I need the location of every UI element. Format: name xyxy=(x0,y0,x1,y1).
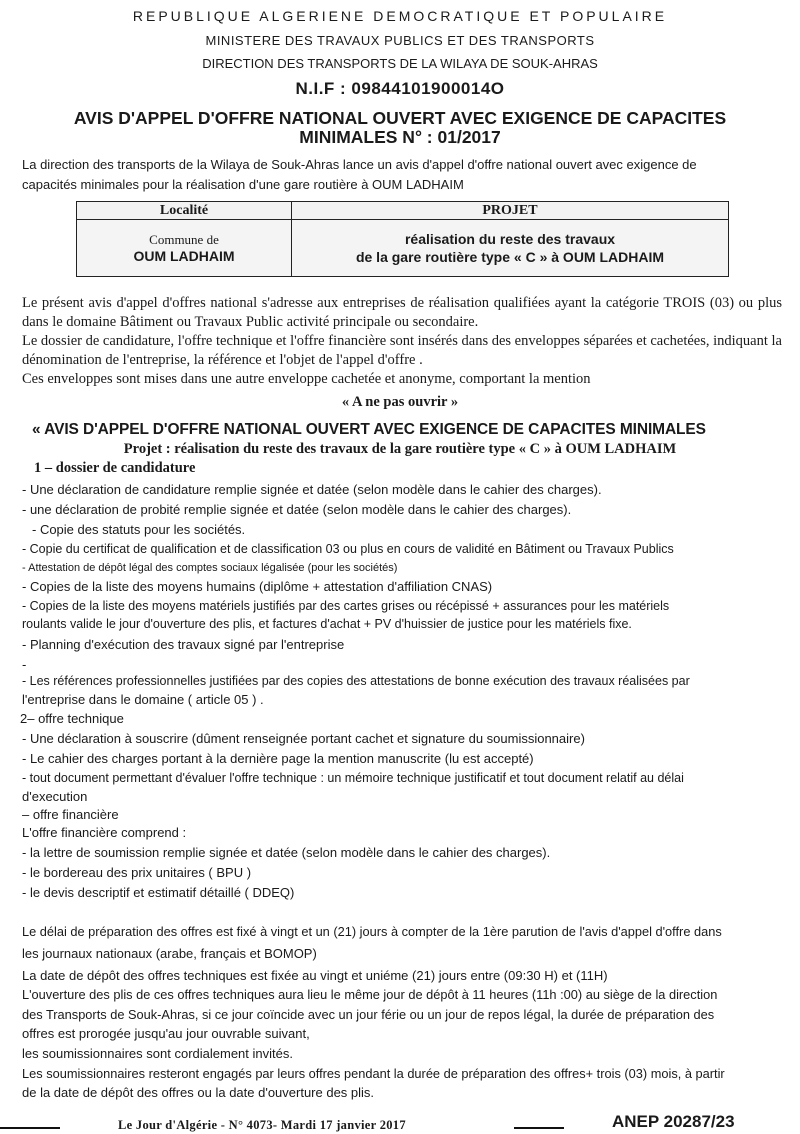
list-item: - Copie du certificat de qualification et de classification 03 ou plus en cours de validité en Bâtiment ou Travaux Publics xyxy=(22,542,674,556)
list-item: - xyxy=(22,657,27,672)
projet-line-2: de la gare routière type « C » à OUM LADHAIM xyxy=(355,249,665,265)
list-item: - Planning d'exécution des travaux signé par l'entreprise xyxy=(22,637,345,652)
presentation-para-3: Ces enveloppes sont mises dans une autre enveloppe cachetée et anonyme, comportant la mention xyxy=(22,371,591,387)
closing-line: des Transports de Souk-Ahras, si ce jour coïncide avec un jour férie ou un jour de repos légal, la durée de préparation des xyxy=(22,1007,715,1022)
list-item: - le devis descriptif et estimatif détaillé ( DDEQ) xyxy=(22,885,295,900)
closing-line: Le délai de préparation des offres est fixé à vingt et un (21) jours à compter de la 1ère parution de l'avis d'appel d'offre dans xyxy=(22,924,722,939)
footer-rule-right xyxy=(514,1127,564,1129)
list-item: - Copie des statuts pour les sociétés. xyxy=(32,522,246,537)
presentation-block xyxy=(22,294,782,389)
financiere-heading: – offre financière xyxy=(22,807,119,822)
closing-line: les journaux nationaux (arabe, français et BOMOP) xyxy=(22,946,317,961)
list-item: - tout document permettant d'évaluer l'offre technique : un mémoire technique justificatif et tout document relatif au délai xyxy=(22,771,684,785)
list-item: d'execution xyxy=(22,789,88,804)
list-item: roulants valide le jour d'ouverture des plis, et factures d'achat + PV d'huissier de justice pour les matériels fixe. xyxy=(22,617,632,631)
footer-newspaper: Le Jour d'Algérie - N° 4073- Mardi 17 janvier 2017 xyxy=(118,1118,406,1132)
closing-line: L'ouverture des plis de ces offres techniques aura lieu le même jour de dépôt à 11 heures (11h :00) au siège de la direction xyxy=(22,987,718,1002)
header-ministry: MINISTERE DES TRAVAUX PUBLICS ET DES TRANSPORTS xyxy=(205,33,595,48)
list-item: - la lettre de soumission remplie signée et datée (selon modèle dans le cahier des charges). xyxy=(22,845,551,860)
projet-line-1: réalisation du reste des travaux xyxy=(404,231,616,247)
presentation-para-1: Le présent avis d'appel d'offres national s'adresse aux entreprises de réalisation qualifiées ayant la catégorie TROIS (03) ou plus dans le domaine Bâtiment ou Travaux Public activité principale ou secondaire. xyxy=(22,295,782,330)
mention-do-not-open: « A ne pas ouvrir » xyxy=(341,394,459,410)
localite-commune-label: Commune de xyxy=(149,232,219,247)
title-line-2: MINIMALES N° : 01/2017 xyxy=(299,127,501,147)
document-title xyxy=(0,109,800,147)
list-item: - une déclaration de probité remplie signée et datée (selon modèle dans le cahier des charges). xyxy=(22,502,572,517)
table-cell-localite xyxy=(77,220,292,277)
title-line-1: AVIS D'APPEL D'OFFRE NATIONAL OUVERT AVEC EXIGENCE DE CAPACITES xyxy=(73,108,727,128)
intro-line-2: capacités minimales pour la réalisation d'une gare routière à OUM LADHAIM xyxy=(22,177,464,192)
table-cell-projet xyxy=(292,220,729,277)
closing-line: de la date de dépôt des offres ou la date d'ouverture des plis. xyxy=(22,1085,375,1100)
presentation-para-2: Le dossier de candidature, l'offre technique et l'offre financière sont insérés dans des enveloppes séparées et cachetées, indiquant la dénomination de l'entreprise, la référence et l'objet de l'appel d'offre . xyxy=(22,333,782,368)
closing-line: les soumissionnaires sont cordialement invités. xyxy=(22,1046,293,1061)
project-table xyxy=(76,201,729,277)
subtitle-avis: « AVIS D'APPEL D'OFFRE NATIONAL OUVERT AVEC EXIGENCE DE CAPACITES MINIMALES xyxy=(32,421,706,438)
project-line: Projet : réalisation du reste des travaux de la gare routière type « C » à OUM LADHAIM xyxy=(123,441,677,457)
footer-anep-reference: ANEP 20287/23 xyxy=(612,1112,735,1131)
intro-paragraph xyxy=(22,155,782,195)
table-header-localite: Localité xyxy=(77,202,292,220)
header-direction: DIRECTION DES TRANSPORTS DE LA WILAYA DE SOUK-AHRAS xyxy=(202,56,598,71)
list-item: - Copies de la liste des moyens matériels justifiés par des cartes grises ou récépissé + assurances pour les matériels xyxy=(22,599,670,613)
list-item: - Le cahier des charges portant à la dernière page la mention manuscrite (lu est accepté) xyxy=(22,751,534,766)
closing-line: La date de dépôt des offres techniques est fixée au vingt et uniéme (21) jours entre (09:30 H) et (11H) xyxy=(22,968,608,983)
list-item: - Copies de la liste des moyens humains (diplôme + attestation d'affiliation CNAS) xyxy=(22,579,493,594)
list-item: - Une déclaration de candidature remplie signée et datée (selon modèle dans le cahier des charges). xyxy=(22,482,602,497)
localite-commune-name: OUM LADHAIM xyxy=(133,248,235,264)
footer-rule-left xyxy=(0,1127,60,1129)
dossier-heading: 1 – dossier de candidature xyxy=(34,460,196,476)
list-item: - le bordereau des prix unitaires ( BPU ) xyxy=(22,865,252,880)
list-item: l'entreprise dans le domaine ( article 05 ) . xyxy=(22,692,264,707)
intro-line-1: La direction des transports de la Wilaya de Souk-Ahras lance un avis d'appel d'offre national ouvert avec exigence de xyxy=(22,157,697,172)
table-row xyxy=(77,220,729,277)
closing-line: offres est prorogée jusqu'au jour ouvrable suivant, xyxy=(22,1026,310,1041)
financiere-intro: L'offre financière comprend : xyxy=(22,825,187,840)
technique-heading: 2– offre technique xyxy=(20,711,124,726)
table-header-projet: PROJET xyxy=(292,202,729,220)
list-item: - Une déclaration à souscrire (dûment renseignée portant cachet et signature du soumissionnaire) xyxy=(22,731,585,746)
list-item: - Attestation de dépôt légal des comptes sociaux légalisée (pour les sociétés) xyxy=(22,562,398,574)
closing-line: Les soumissionnaires resteront engagés par leurs offres pendant la durée de préparation des offres+ trois (03) mois, à partir xyxy=(22,1066,725,1081)
header-republic: REPUBLIQUE ALGERIENE DEMOCRATIQUE ET POPULAIRE xyxy=(132,8,668,24)
nif-number: N.I.F : 09844101900014O xyxy=(295,79,505,98)
table-header-row xyxy=(77,202,729,220)
list-item: - Les références professionnelles justifiées par des copies des attestations de bonne exécution des travaux réalisées par xyxy=(22,674,690,688)
